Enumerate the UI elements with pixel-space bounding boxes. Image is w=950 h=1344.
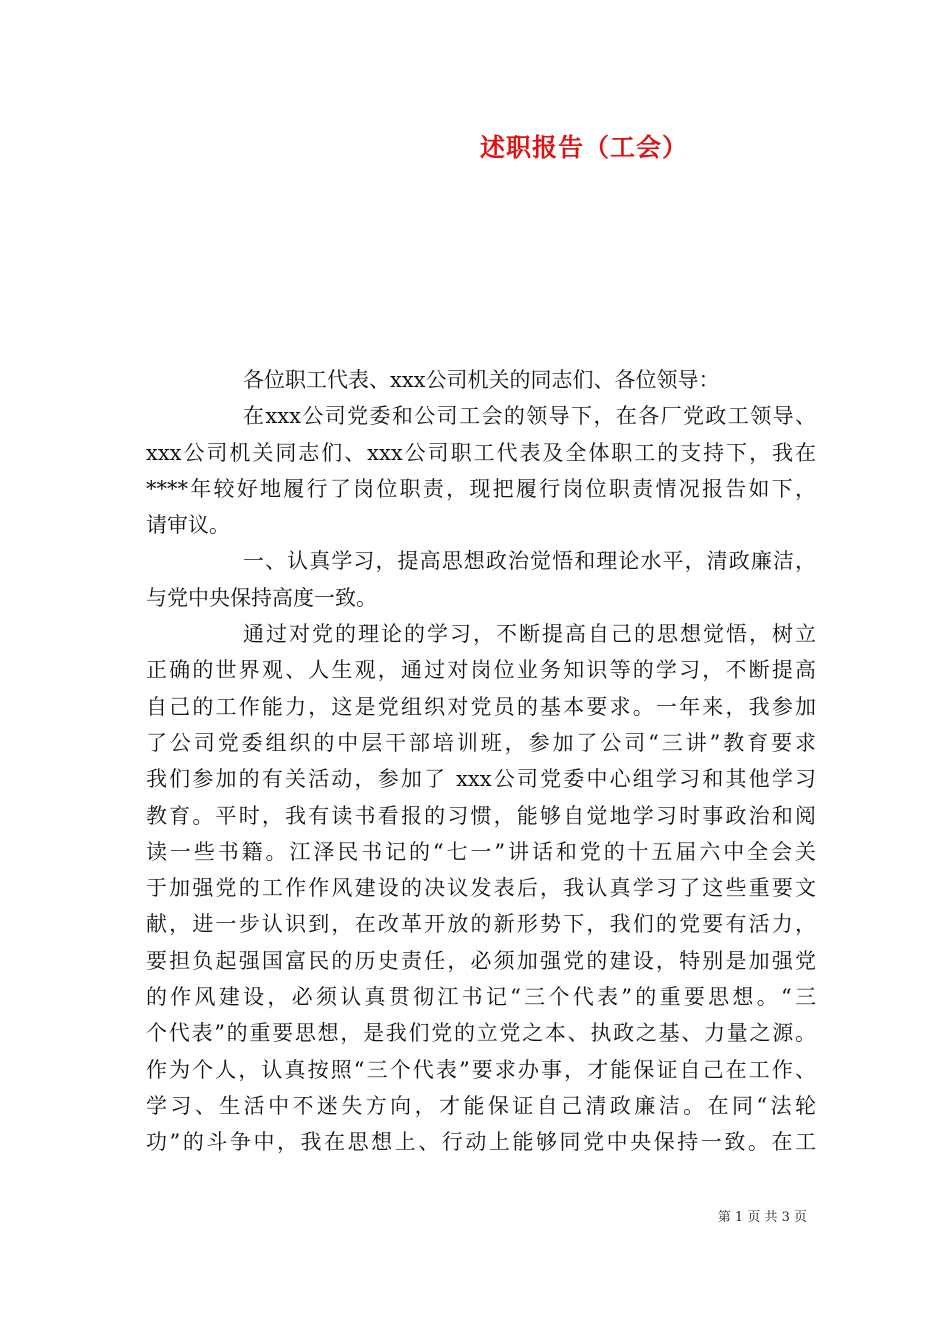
body-line: 请审议。 xyxy=(146,513,230,538)
body-line: 自己的工作能力，这是党组织对党员的基本要求。一年来，我参加 xyxy=(146,694,816,719)
body-line: 了公司党委组织的中层干部培训班，参加了公司“三讲”教育要求 xyxy=(146,730,816,755)
body-line: 读一些书籍。江泽民书记的“七一”讲话和党的十五届六中全会关 xyxy=(146,839,816,864)
salutation-line: 各位职工代表、xxx公司机关的同志们、各位领导： xyxy=(243,368,720,392)
body-line: 于加强党的工作作风建设的决议发表后，我认真学习了这些重要文 xyxy=(146,876,816,901)
body-line: 的作风建设，必须认真贯彻江书记“三个代表”的重要思想。“三 xyxy=(146,985,816,1010)
body-line: 正确的世界观、人生观，通过对岗位业务知识等的学习，不断提高 xyxy=(146,658,816,683)
document-body xyxy=(146,362,816,1161)
body-line: 作为个人，认真按照“三个代表”要求办事，才能保证自己在工作、 xyxy=(146,1057,816,1082)
body-line: 在xxx公司党委和公司工会的领导下，在各厂党政工领导、 xyxy=(243,404,816,429)
body-line: 通过对党的理论的学习，不断提高自己的思想觉悟，树立 xyxy=(243,622,816,647)
page-number-footer: 第 1 页 共 3 页 xyxy=(717,1210,807,1225)
body-line: 教育。平时，我有读书看报的习惯，能够自觉地学习时事政治和阅 xyxy=(146,803,816,828)
body-line: 学习、生活中不迷失方向，才能保证自己清政廉洁。在同“法轮 xyxy=(146,1093,816,1118)
body-line: 个代表”的重要思想，是我们党的立党之本、执政之基、力量之源。 xyxy=(146,1021,816,1046)
section-heading-line: 一、认真学习，提高思想政治觉悟和理论水平，清政廉洁， xyxy=(243,549,816,574)
body-line: 要担负起强国富民的历史责任，必须加强党的建设，特别是加强党 xyxy=(146,948,816,973)
body-line: 我们参加的有关活动，参加了 xxx公司党委中心组学习和其他学习 xyxy=(146,767,816,792)
body-line: 功”的斗争中，我在思想上、行动上能够同党中央保持一致。在工 xyxy=(146,1130,816,1155)
body-line: xxx公司机关同志们、xxx公司职工代表及全体职工的支持下，我在 xyxy=(146,440,816,465)
section-heading-line: 与党中央保持高度一致。 xyxy=(146,585,377,610)
body-line: 献，进一步认识到，在改革开放的新形势下，我们的党要有活力， xyxy=(146,912,816,937)
body-line: ****年较好地履行了岗位职责，现把履行岗位职责情况报告如下， xyxy=(146,476,816,501)
document-title: 述职报告（工会） xyxy=(479,133,688,162)
